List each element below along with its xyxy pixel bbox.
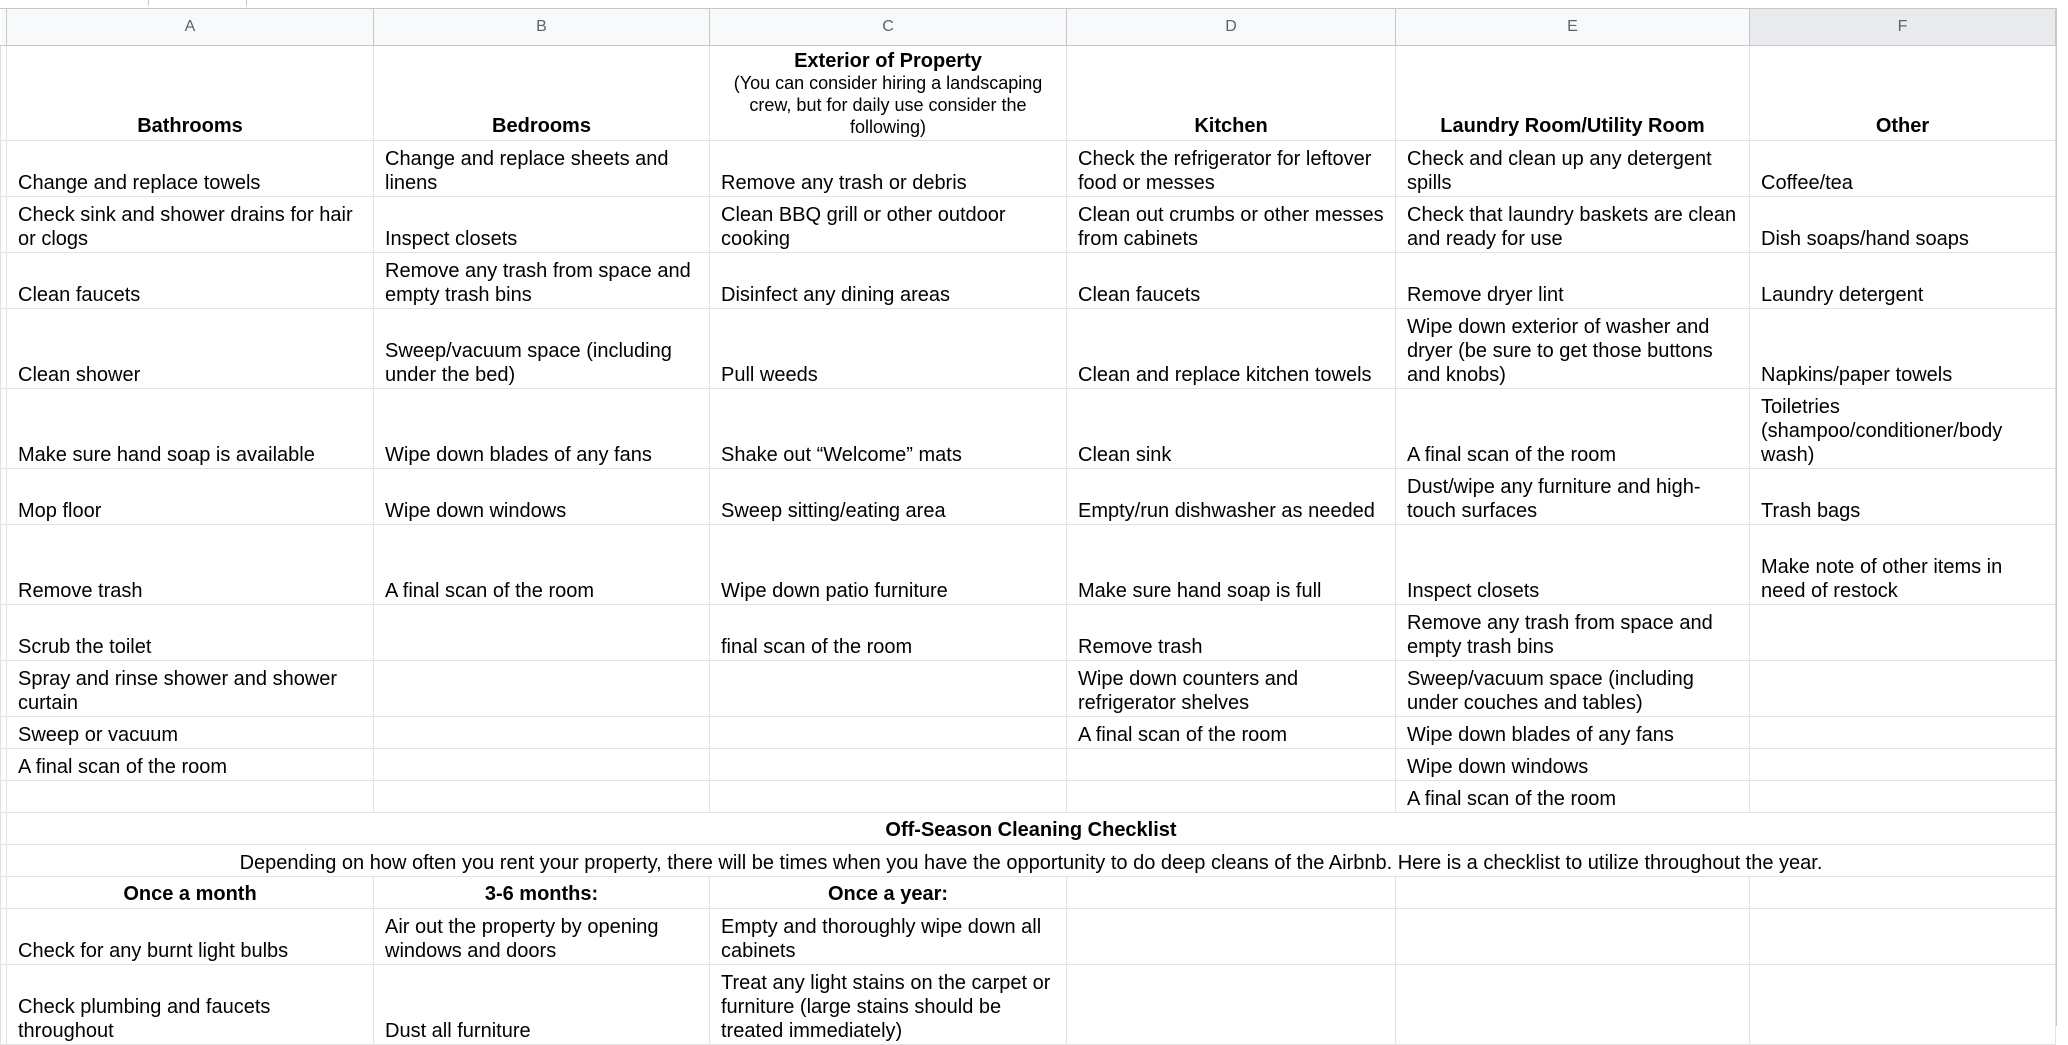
toolbar-divider [246,0,247,6]
column-header-row [1,9,2056,46]
cell[interactable]: Air out the property by opening windows and doors [374,909,710,965]
cell[interactable]: Disinfect any dining areas [710,253,1067,309]
table-row [1,605,2056,661]
table-row [1,253,2056,309]
cell[interactable]: Sweep/vacuum space (including under couches and tables) [1396,661,1750,717]
cell[interactable] [710,661,1067,717]
cell[interactable] [1067,965,1396,1045]
cell[interactable]: Shake out “Welcome” mats [710,389,1067,469]
column-header-d[interactable]: D [1067,9,1396,46]
cell[interactable]: Dust all furniture [374,965,710,1045]
cell[interactable]: Wipe down blades of any fans [1396,717,1750,749]
cell[interactable]: Inspect closets [1396,525,1750,605]
cell[interactable]: A final scan of the room [1396,389,1750,469]
cell[interactable]: Mop floor [7,469,374,525]
cell[interactable]: Treat any light stains on the carpet or furniture (large stains should be treated immediately) [710,965,1067,1045]
cell[interactable]: Remove dryer lint [1396,253,1750,309]
header-row [1,46,2056,141]
cell[interactable] [1750,717,2056,749]
cell[interactable] [1750,749,2056,781]
cell[interactable]: final scan of the room [710,605,1067,661]
cell[interactable] [374,605,710,661]
cell[interactable]: A final scan of the room [7,749,374,781]
cell-header-bedrooms[interactable]: Bedrooms [374,46,710,141]
cell[interactable]: Wipe down blades of any fans [374,389,710,469]
cell-header-3-6-months[interactable]: 3-6 months: [374,877,710,909]
cell[interactable]: Sweep sitting/eating area [710,469,1067,525]
cell[interactable]: Inspect closets [374,197,710,253]
cell[interactable]: Check the refrigerator for leftover food or messes [1067,141,1396,197]
cell[interactable]: Sweep or vacuum [7,717,374,749]
offseason-title-row [1,813,2056,845]
cell[interactable]: Clean and replace kitchen towels [1067,309,1396,389]
cell[interactable] [7,781,374,813]
cell[interactable]: Dish soaps/hand soaps [1750,197,2056,253]
cell[interactable]: Laundry detergent [1750,253,2056,309]
cell-header-exterior[interactable] [710,46,1067,141]
table-row [1,309,2056,389]
table-row [1,749,2056,781]
table-row [1,965,2056,1045]
table-row [1,717,2056,749]
cell[interactable] [1750,605,2056,661]
cell[interactable]: Check for any burnt light bulbs [7,909,374,965]
cell[interactable]: Remove trash [1067,605,1396,661]
spreadsheet-grid [0,8,2056,1045]
cell[interactable] [1067,749,1396,781]
cell[interactable] [374,717,710,749]
table-row [1,781,2056,813]
cell[interactable] [710,749,1067,781]
cell[interactable]: Make sure hand soap is full [1067,525,1396,605]
cell[interactable]: Change and replace towels [7,141,374,197]
cell-header-kitchen[interactable]: Kitchen [1067,46,1396,141]
cell[interactable]: Change and replace sheets and linens [374,141,710,197]
table-row [1,141,2056,197]
cell[interactable]: Pull weeds [710,309,1067,389]
cell[interactable] [374,661,710,717]
cell[interactable] [1067,877,1396,909]
cell[interactable]: Remove any trash from space and empty trash bins [374,253,710,309]
cell[interactable]: Check and clean up any detergent spills [1396,141,1750,197]
table-row [1,661,2056,717]
cell[interactable]: Clean faucets [1067,253,1396,309]
table-row [1,909,2056,965]
cell[interactable] [1750,965,2056,1045]
cell[interactable]: Remove any trash from space and empty trash bins [1396,605,1750,661]
cell[interactable] [1750,781,2056,813]
cell[interactable]: Trash bags [1750,469,2056,525]
cell[interactable] [1396,909,1750,965]
cell[interactable]: Check sink and shower drains for hair or clogs [7,197,374,253]
cell[interactable]: Wipe down windows [1396,749,1750,781]
cell[interactable] [1396,965,1750,1045]
cell[interactable] [374,781,710,813]
cell[interactable]: Make sure hand soap is available [7,389,374,469]
cell[interactable] [1067,909,1396,965]
cell[interactable]: A final scan of the room [1067,717,1396,749]
offseason-rows [1,909,2056,1045]
table-row [1,389,2056,469]
cell[interactable]: Clean sink [1067,389,1396,469]
toolbar-divider [148,0,149,6]
table-row [1,197,2056,253]
exterior-subtitle: (You can consider hiring a landscaping crew, but for daily use consider the following) [733,73,1043,137]
exterior-title: Exterior of Property [794,50,982,72]
cell[interactable]: Clean out crumbs or other messes from cabinets [1067,197,1396,253]
cell-header-once-a-month[interactable]: Once a month [7,877,374,909]
cell[interactable] [710,717,1067,749]
cell[interactable]: Clean BBQ grill or other outdoor cooking [710,197,1067,253]
cell[interactable]: Empty and thoroughly wipe down all cabinets [710,909,1067,965]
column-header-a[interactable]: A [7,9,374,46]
column-header-c[interactable]: C [710,9,1067,46]
cell[interactable]: Make note of other items in need of restock [1750,525,2056,605]
table-row [1,469,2056,525]
column-header-b[interactable]: B [374,9,710,46]
vertical-scrollbar[interactable] [2056,8,2068,1026]
cell[interactable]: Remove any trash or debris [710,141,1067,197]
cell-header-laundry[interactable]: Laundry Room/Utility Room [1396,46,1750,141]
cell[interactable]: Clean faucets [7,253,374,309]
offseason-title[interactable]: Off-Season Cleaning Checklist [7,813,2056,845]
offseason-description[interactable]: Depending on how often you rent your property, there will be times when you have the opportunity to do deep cleans of the Airbnb. Here is a checklist to utilize throughout the year. [7,845,2056,877]
cell[interactable]: Check plumbing and faucets throughout [7,965,374,1045]
task-rows [1,141,2056,813]
cell-header-bathrooms[interactable]: Bathrooms [7,46,374,141]
cell[interactable]: Napkins/paper towels [1750,309,2056,389]
cell[interactable]: A final scan of the room [374,525,710,605]
cell[interactable] [710,781,1067,813]
cell[interactable]: Wipe down windows [374,469,710,525]
offseason-description-row [1,845,2056,877]
cell[interactable] [1396,877,1750,909]
cell[interactable]: Spray and rinse shower and shower curtain [7,661,374,717]
cell[interactable]: Coffee/tea [1750,141,2056,197]
cell[interactable]: Check that laundry baskets are clean and ready for use [1396,197,1750,253]
cell[interactable]: Sweep/vacuum space (including under the bed) [374,309,710,389]
cell[interactable] [1750,909,2056,965]
cell[interactable] [1750,877,2056,909]
cell[interactable]: A final scan of the room [1396,781,1750,813]
cell-header-once-a-year[interactable]: Once a year: [710,877,1067,909]
offseason-header-row [1,877,2056,909]
column-header-f[interactable]: F [1750,9,2056,46]
table-row [1,525,2056,605]
cell[interactable]: Wipe down exterior of washer and dryer (be sure to get those buttons and knobs) [1396,309,1750,389]
column-header-e[interactable]: E [1396,9,1750,46]
cell[interactable] [1750,661,2056,717]
cell[interactable]: Clean shower [7,309,374,389]
cell-header-other[interactable]: Other [1750,46,2056,141]
cell[interactable]: Empty/run dishwasher as needed [1067,469,1396,525]
cell[interactable] [374,749,710,781]
cell[interactable]: Wipe down counters and refrigerator shelves [1067,661,1396,717]
cell[interactable]: Toiletries (shampoo/conditioner/body wash) [1750,389,2056,469]
cell[interactable]: Scrub the toilet [7,605,374,661]
cell[interactable] [1067,781,1396,813]
cell[interactable]: Wipe down patio furniture [710,525,1067,605]
cell[interactable]: Dust/wipe any furniture and high-touch surfaces [1396,469,1750,525]
cell[interactable]: Remove trash [7,525,374,605]
